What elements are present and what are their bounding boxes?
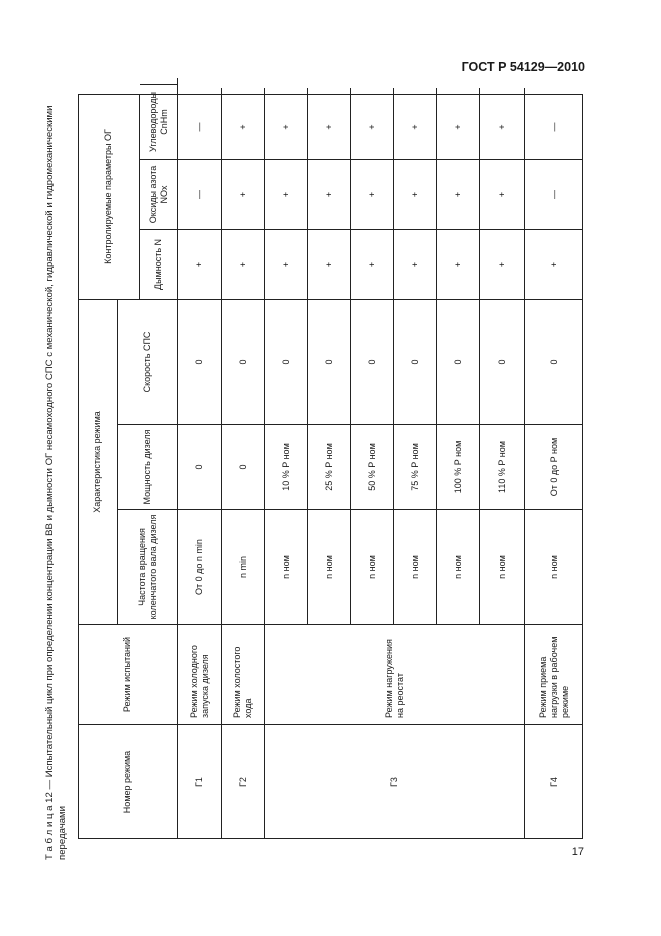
cell-speed: n min bbox=[222, 509, 265, 624]
cell-sps-speed: 0 bbox=[265, 299, 308, 424]
cell-hc: + bbox=[351, 94, 394, 159]
cell-power: 75 % P ном bbox=[394, 424, 437, 509]
group-number-g3: Г3 bbox=[265, 724, 525, 839]
header-nox: Оксиды азота NOx bbox=[140, 159, 178, 229]
group-mode-g1: Режим холодного запуска дизеля bbox=[178, 624, 222, 724]
cell-hc: + bbox=[437, 94, 480, 159]
cell-hc: + bbox=[222, 94, 265, 159]
cell-hc: + bbox=[480, 94, 525, 159]
cell-power: 10 % P ном bbox=[265, 424, 308, 509]
cell-speed: n ном bbox=[394, 509, 437, 624]
cell-power: 0 bbox=[178, 424, 222, 509]
header-sps-speed: Скорость СПС bbox=[118, 299, 178, 424]
cell-hc: + bbox=[265, 94, 308, 159]
cell-nox: — bbox=[178, 159, 222, 229]
cell-smoke: + bbox=[351, 229, 394, 299]
header-mode: Режим испытаний bbox=[78, 624, 178, 724]
header-power: Мощность дизеля bbox=[118, 424, 178, 509]
cell-co bbox=[351, 88, 394, 94]
cell-hc: + bbox=[308, 94, 351, 159]
cell-co bbox=[480, 88, 525, 94]
cell-nox: + bbox=[394, 159, 437, 229]
group-number-g4: Г4 bbox=[525, 724, 583, 839]
group-mode-g4: Режим приема нагрузки в рабочем режиме bbox=[525, 624, 583, 724]
test-cycle-table bbox=[78, 94, 583, 839]
header-co-spacer bbox=[140, 78, 178, 84]
header-smoke: Дымность N bbox=[140, 229, 178, 299]
cell-smoke: + bbox=[178, 229, 222, 299]
cell-nox: + bbox=[308, 159, 351, 229]
cell-power: 0 bbox=[222, 424, 265, 509]
group-number-g1: Г1 bbox=[178, 724, 222, 839]
cell-co bbox=[437, 88, 480, 94]
header-hc: Углеводороды CnHm bbox=[140, 84, 178, 159]
standard-designation: ГОСТ Р 54129—2010 bbox=[461, 60, 585, 74]
cell-sps-speed: 0 bbox=[308, 299, 351, 424]
cell-co bbox=[308, 88, 351, 94]
cell-smoke: + bbox=[265, 229, 308, 299]
cell-nox: + bbox=[222, 159, 265, 229]
cell-co bbox=[178, 88, 222, 94]
cell-smoke: + bbox=[437, 229, 480, 299]
cell-speed: От 0 до n min bbox=[178, 509, 222, 624]
cell-power: 110 % P ном bbox=[480, 424, 525, 509]
cell-power: 25 % P ном bbox=[308, 424, 351, 509]
cell-hc: + bbox=[394, 94, 437, 159]
group-mode-g3: Режим нагружения на реостат bbox=[265, 624, 525, 724]
cell-nox: + bbox=[351, 159, 394, 229]
cell-co bbox=[265, 88, 308, 94]
cell-speed: n ном bbox=[437, 509, 480, 624]
cell-speed: n ном bbox=[351, 509, 394, 624]
cell-sps-speed: 0 bbox=[394, 299, 437, 424]
cell-co bbox=[525, 88, 583, 94]
cell-sps-speed: 0 bbox=[351, 299, 394, 424]
cell-sps-speed: 0 bbox=[480, 299, 525, 424]
cell-smoke: + bbox=[480, 229, 525, 299]
cell-sps-speed: 0 bbox=[525, 299, 583, 424]
header-characteristics: Характеристика режима bbox=[78, 299, 118, 624]
header-speed: Частота вращения коленчатого вала дизеля bbox=[118, 509, 178, 624]
cell-nox: — bbox=[525, 159, 583, 229]
cell-sps-speed: 0 bbox=[222, 299, 265, 424]
cell-hc: — bbox=[178, 94, 222, 159]
cell-nox: + bbox=[480, 159, 525, 229]
cell-co bbox=[222, 88, 265, 94]
header-controlled: Контролируемые параметры ОГ bbox=[78, 94, 140, 299]
group-mode-g2: Режим холостого хода bbox=[222, 624, 265, 724]
cell-speed: n ном bbox=[480, 509, 525, 624]
table-caption: Т а б л и ц а 12 — Испытательный цикл при определении концентрации ВВ и дымности ОГ несамоходного СПС с механической, гидравлической и гидромеханическими передачами bbox=[44, 105, 68, 860]
cell-sps-speed: 0 bbox=[178, 299, 222, 424]
cell-smoke: + bbox=[394, 229, 437, 299]
cell-smoke: + bbox=[222, 229, 265, 299]
cell-smoke: + bbox=[525, 229, 583, 299]
cell-hc: — bbox=[525, 94, 583, 159]
cell-power: 100 % P ном bbox=[437, 424, 480, 509]
cell-nox: + bbox=[265, 159, 308, 229]
cell-speed: n ном bbox=[525, 509, 583, 624]
page-number: 17 bbox=[571, 846, 584, 858]
cell-speed: n ном bbox=[265, 509, 308, 624]
group-number-g2: Г2 bbox=[222, 724, 265, 839]
cell-co bbox=[394, 88, 437, 94]
cell-power: 50 % P ном bbox=[351, 424, 394, 509]
cell-speed: n ном bbox=[308, 509, 351, 624]
cell-power: От 0 до P ном bbox=[525, 424, 583, 509]
cell-sps-speed: 0 bbox=[437, 299, 480, 424]
cell-smoke: + bbox=[308, 229, 351, 299]
header-number: Номер режима bbox=[78, 724, 178, 839]
cell-nox: + bbox=[437, 159, 480, 229]
